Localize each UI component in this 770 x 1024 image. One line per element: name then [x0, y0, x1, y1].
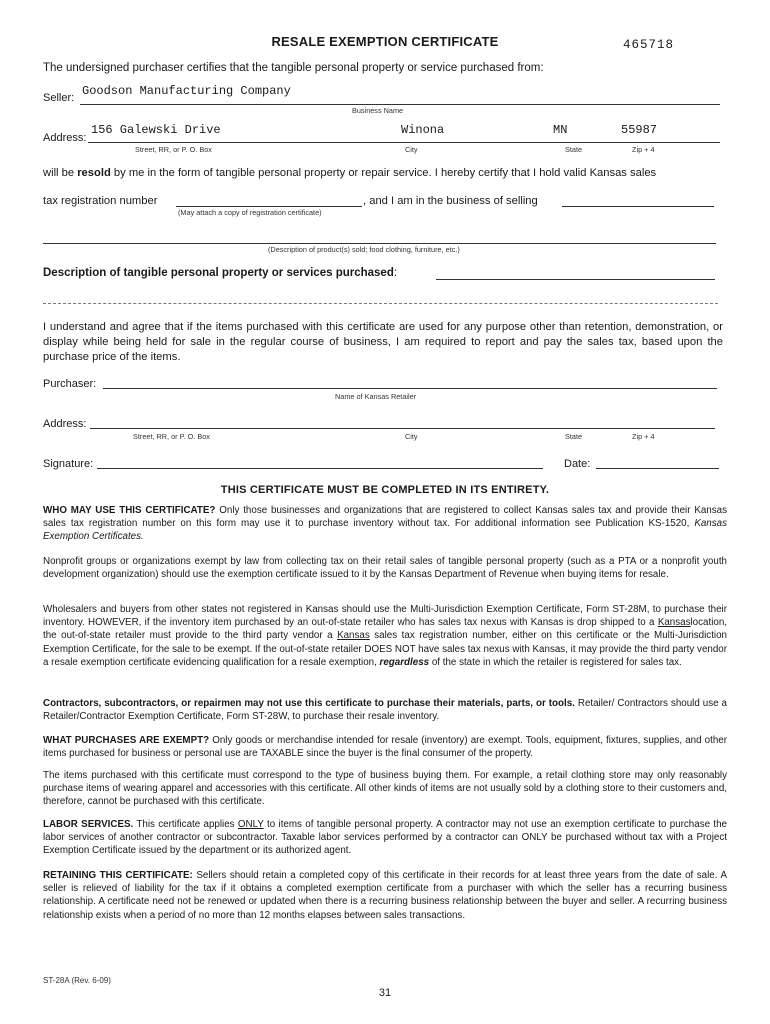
agreement-paragraph: I understand and agree that if the items purchased with this certificate are used for any purpose other than retention, demonstration, or display while being held for sale in the regular course of business, I am required to report and pay the sales tax, based upon the purchase price of the items. — [43, 321, 723, 363]
taxreg-label: tax registration number — [43, 195, 158, 207]
products-caption: (Description of product(s) sold; food clothing, furniture, etc.) — [268, 245, 460, 254]
address-state-field[interactable]: MN — [553, 123, 568, 137]
who-text: Only those businesses and organizations that are registered to collect Kansas sales tax and provide their Kansas sales tax registration number on this form may use it to purchase inventory without tax. For additional information see Publication KS-1520, — [43, 505, 727, 530]
must-complete-heading: THIS CERTIFICATE MUST BE COMPLETED IN ITS ENTIRETY. — [220, 484, 550, 496]
signature-label: Signature: — [43, 458, 94, 470]
seller-label: Seller: — [43, 92, 75, 104]
business-selling-label: , and I am in the business of selling — [363, 195, 538, 207]
retailer-caption: Name of Kansas Retailer — [335, 392, 417, 401]
description-label — [43, 267, 397, 279]
description-colon: : — [393, 267, 398, 279]
certificate-number: 465718 — [623, 38, 675, 52]
resold-post: by me in the form of tangible personal property or repair service. I hereby certify that I hold valid Kansas sales — [110, 167, 657, 179]
contractors-bold: Contractors, subcontractors, or repairmen may not use this certificate to purchase their materials, parts, or tools. — [43, 698, 575, 709]
purchaser-label: Purchaser: — [43, 378, 97, 390]
retain-text: Sellers should retain a completed copy of this certificate in their records for at least three years from the date of sale. A seller is relieved of liability for the tax if it obtains a completed exemption certificate from a purchaser with which the seller has a recurring business relationship. A certificate need not be renewed or updated when there is a recurring business relationship between the buyer and seller. A recurring business relationship exists when a period of no more than 12 months elapses between sales transactions. — [43, 870, 727, 921]
zip2-caption: Zip + 4 — [632, 432, 655, 441]
seller-line — [80, 104, 720, 105]
taxreg-caption: (May attach a copy of registration certificate) — [178, 208, 322, 217]
labor-text-b: to items of tangible personal property. A contractor may not use an exemption certificate to purchase the labor services of another contractor or subcontractor. Taxable labor services performed by a contractor can ONLY be purchased without tax with a Project Exemption Certificate issued by the department or its authorized agent. — [43, 819, 727, 857]
labor-only: ONLY — [237, 819, 264, 830]
street2-caption: Street, RR, or P. O. Box — [133, 432, 210, 441]
zip-caption: Zip + 4 — [632, 145, 655, 154]
resold-bold: resold — [77, 167, 111, 179]
seller-field[interactable]: Goodson Manufacturing Company — [82, 84, 291, 98]
state-caption: State — [565, 145, 583, 154]
street-caption: Street, RR, or P. O. Box — [135, 145, 212, 154]
address-line — [88, 142, 720, 143]
address-zip-field[interactable]: 55987 — [621, 123, 658, 137]
what-heading: WHAT PURCHASES ARE EXEMPT? — [43, 735, 210, 746]
state2-caption: State — [565, 432, 583, 441]
retaining-section — [43, 869, 727, 922]
wholesale-text-c: sales tax registration number, either on this certificate or the Multi-Jurisdiction Exemption Certificate, for the sale to be exempt. If the out-of-state retailer DOES NOT have sales tax nexus with Kansas, it may provide the third party vendor a resale exemption certificate evidencing qualification for a resale exemption, — [43, 630, 727, 668]
wholesale-regardless: regardless — [379, 656, 430, 668]
lead-text: The undersigned purchaser certifies that the tangible personal property or service purchased from: — [43, 62, 544, 74]
wholesalers-section — [43, 603, 727, 669]
labor-text-a: This certificate applies — [133, 819, 238, 830]
city-caption: City — [405, 145, 418, 154]
description-field-line-2[interactable] — [43, 303, 718, 304]
signature-field[interactable] — [97, 468, 543, 469]
address-label: Address: — [43, 132, 87, 144]
wholesale-text-b: location, the out-of-state retailer must provide to the third party vendor a — [43, 617, 727, 642]
date-field[interactable] — [596, 468, 719, 469]
who-heading: WHO MAY USE THIS CERTIFICATE? — [43, 505, 216, 516]
address-city-field[interactable]: Winona — [401, 123, 445, 137]
city2-caption: City — [405, 432, 418, 441]
address2-label: Address: — [43, 418, 87, 430]
form-title: RESALE EXEMPTION CERTIFICATE — [271, 34, 499, 49]
resold-statement — [43, 166, 733, 181]
contractors-text: Retailer/ Contractors should use a Retailer/Contractor Exemption Certificate, Form ST-28W, to purchase their resale inventory. — [43, 698, 727, 723]
address-street-field[interactable]: 156 Galewski Drive — [91, 123, 221, 137]
address2-field[interactable] — [90, 428, 715, 429]
wholesale-kansas-1: Kansas — [657, 617, 691, 629]
labor-heading: LABOR SERVICES. — [43, 819, 134, 830]
correspond-section: The items purchased with this certificate must correspond to the type of business buying them. For example, a retail clothing store may only reasonably purchase items of wearing apparel and accessories with this certificate. All other kinds of items are not usually sold by a clothing store to their customers and, therefore, cannot be purchased with this certificate. — [43, 770, 727, 808]
description-field[interactable] — [436, 279, 715, 280]
date-label: Date: — [564, 458, 591, 470]
labor-services-section — [43, 818, 727, 858]
wholesale-text-a: Wholesalers and buyers from other states not registered in Kansas should use the Multi-Jurisdiction Exemption Certificate, Form ST-28M, to purchase their inventory. HOWEVER, if the inventory item purchased by an out-of-state retailer who has sales tax nexus with Kansas is drop shipped to a — [43, 604, 727, 629]
business-selling-field[interactable] — [562, 206, 714, 207]
resold-pre: will be — [43, 167, 78, 179]
nonprofit-section: Nonprofit groups or organizations exempt by law from collecting tax on their retail sales of tangible personal property (such as a PTA or a nonprofit youth development organization) should use the exemption certificate issued to it by the Kansas Department of Revenue when buying items for resale. — [43, 556, 727, 581]
products-field[interactable] — [43, 243, 716, 244]
taxreg-number-field[interactable] — [176, 206, 362, 207]
who-may-use-section — [43, 504, 727, 544]
form-revision: ST-28A (Rev. 6-09) — [43, 976, 111, 985]
what-text: Only goods or merchandise intended for resale (inventory) are exempt. Tools, equipment, fixtures, supplies, and other items purchased for business or personal use are TAXABLE since the buyer is the final consumer of the property. — [43, 735, 727, 760]
what-exempt-section — [43, 734, 727, 760]
business-name-caption: Business Name — [352, 106, 404, 115]
description-label-bold: Description of tangible personal property or services purchased — [43, 267, 394, 279]
retain-heading: RETAINING THIS CERTIFICATE: — [43, 870, 193, 881]
page-number: 31 — [378, 987, 392, 999]
wholesale-kansas-2: Kansas — [337, 630, 370, 642]
who-publication: Kansas Exemption Certificates. — [43, 518, 727, 543]
purchaser-field[interactable] — [103, 388, 717, 389]
wholesale-text-d: of the state in which the retailer is registered for sales tax. — [429, 656, 682, 668]
contractors-section — [43, 697, 727, 723]
